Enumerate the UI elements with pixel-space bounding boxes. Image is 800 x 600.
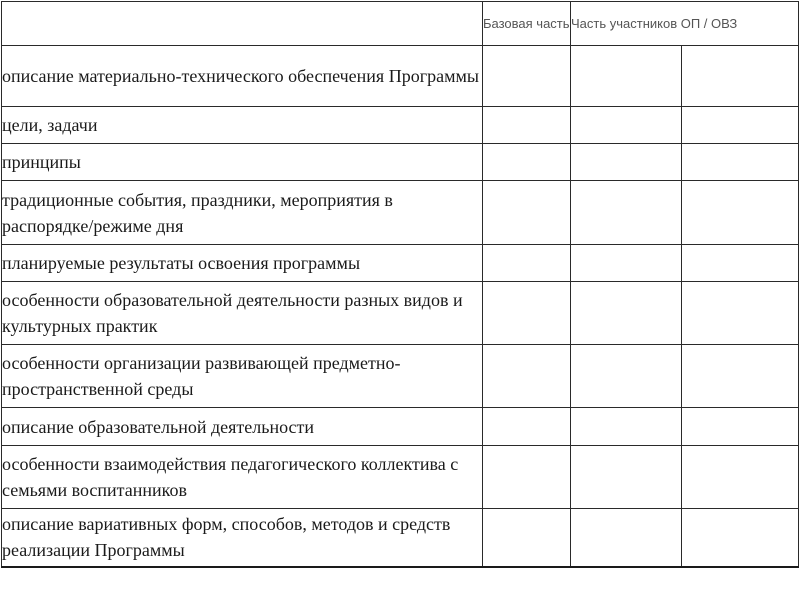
program-structure-table (1, 1, 799, 568)
base-part-cell (483, 408, 571, 446)
participants-cell-2 (682, 509, 799, 567)
participants-cell-1 (571, 509, 682, 567)
participants-cell-2 (682, 107, 799, 144)
participants-cell-1 (571, 181, 682, 245)
row-label: цели, задачи (2, 107, 483, 144)
row-label: описание образовательной деятельности (2, 408, 483, 446)
row-label: описание материально-технического обеспечения Программы (2, 46, 483, 107)
participants-cell-1 (571, 446, 682, 509)
table-row (2, 408, 799, 446)
participants-cell-2 (682, 144, 799, 181)
table-row (2, 107, 799, 144)
participants-cell-2 (682, 181, 799, 245)
table-row (2, 282, 799, 345)
base-part-cell (483, 181, 571, 245)
header-base-part: Базовая часть (483, 2, 571, 46)
participants-cell-1 (571, 107, 682, 144)
participants-cell-1 (571, 245, 682, 282)
participants-cell-2 (682, 345, 799, 408)
row-label: особенности образовательной деятельности разных видов и культурных практик (2, 282, 483, 345)
base-part-cell (483, 144, 571, 181)
participants-cell-2 (682, 245, 799, 282)
table-row (2, 446, 799, 509)
table-row (2, 181, 799, 245)
base-part-cell (483, 107, 571, 144)
row-label: особенности организации развивающей предметно-пространственной среды (2, 345, 483, 408)
header-participants-part: Часть участников ОП / ОВЗ (571, 2, 799, 46)
row-label: традиционные события, праздники, мероприятия в распорядке/режиме дня (2, 181, 483, 245)
row-label: планируемые результаты освоения программы (2, 245, 483, 282)
participants-cell-2 (682, 408, 799, 446)
table-row (2, 345, 799, 408)
table-row (2, 144, 799, 181)
base-part-cell (483, 245, 571, 282)
table-row (2, 245, 799, 282)
participants-cell-2 (682, 282, 799, 345)
base-part-cell (483, 282, 571, 345)
participants-cell-1 (571, 46, 682, 107)
participants-cell-1 (571, 282, 682, 345)
participants-cell-2 (682, 46, 799, 107)
row-label: особенности взаимодействия педагогического коллектива с семьями воспитанников (2, 446, 483, 509)
participants-cell-1 (571, 345, 682, 408)
header-empty-cell (2, 2, 483, 46)
table-row (2, 46, 799, 107)
table-row (2, 509, 799, 567)
participants-cell-2 (682, 446, 799, 509)
table-header-row (2, 2, 799, 46)
base-part-cell (483, 446, 571, 509)
base-part-cell (483, 46, 571, 107)
participants-cell-1 (571, 408, 682, 446)
base-part-cell (483, 509, 571, 567)
row-label: описание вариативных форм, способов, методов и средств реализации Программы (2, 509, 483, 567)
row-label: принципы (2, 144, 483, 181)
participants-cell-1 (571, 144, 682, 181)
base-part-cell (483, 345, 571, 408)
